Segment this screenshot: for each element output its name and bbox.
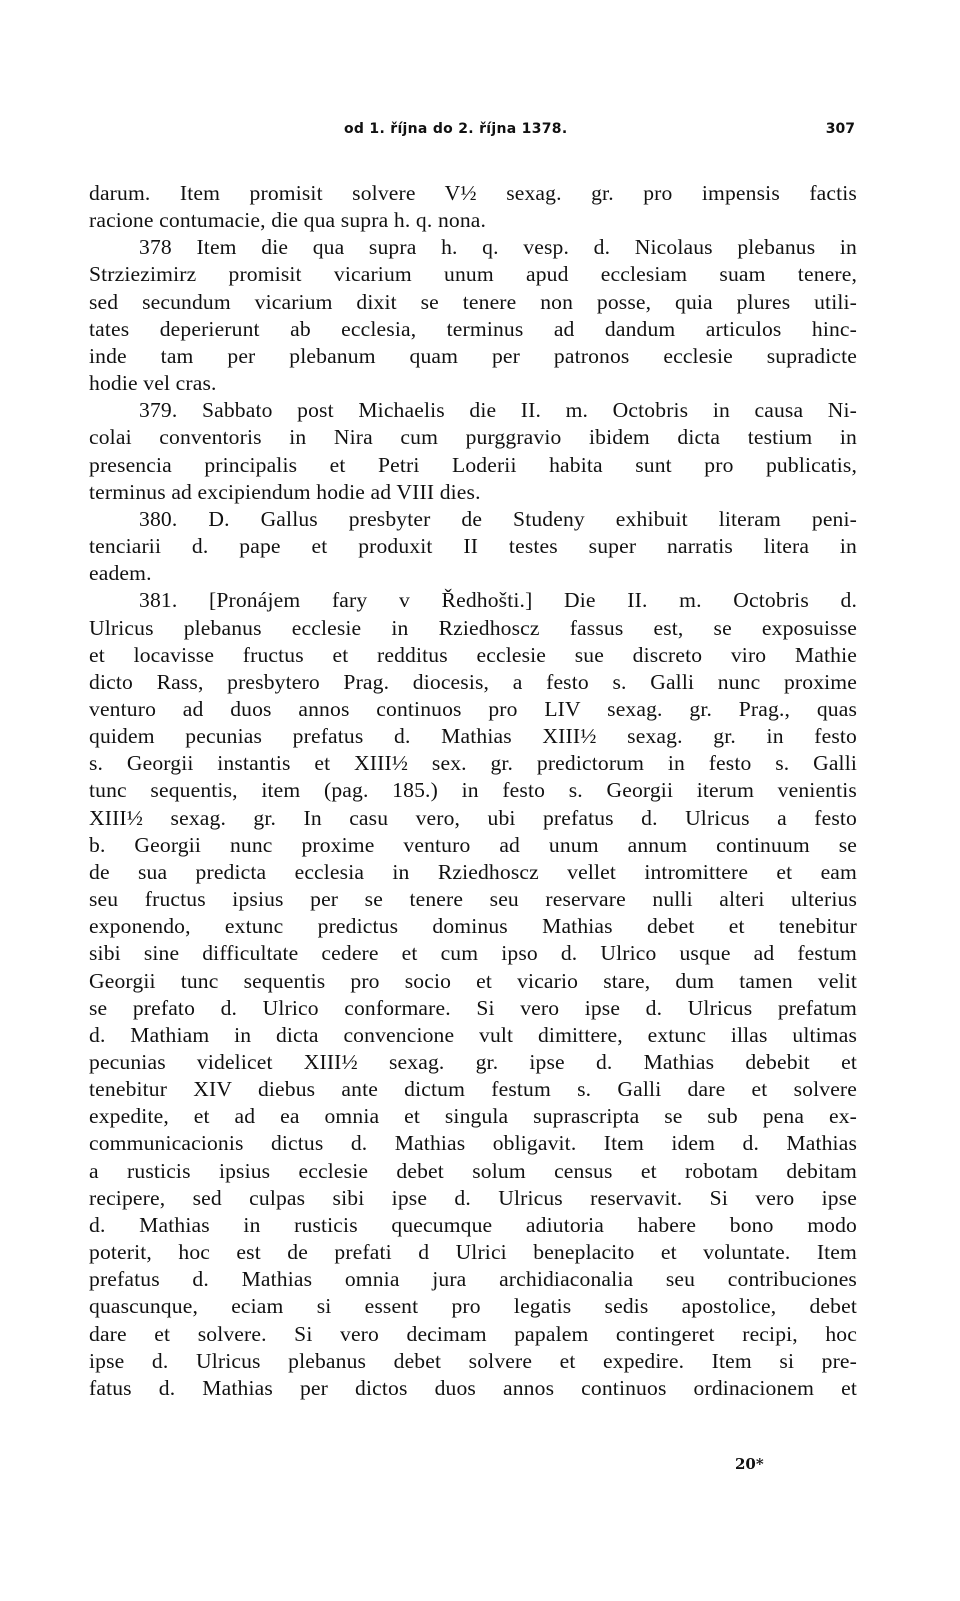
body-text [89, 180, 857, 1402]
text-line: racione contumacie, die qua supra h. q. nona. [89, 208, 487, 233]
text-line: de sua predicta ecclesia in Rziedhoscz vellet intromittere et eam [89, 859, 857, 884]
text-line: dicto Rass, presbytero Prag. diocesis, a festo s. Galli nunc proxime [89, 669, 857, 694]
text-line: communicacionis dictus d. Mathias obligavit. Item idem d. Mathias [89, 1131, 857, 1156]
text-line: Georgii tunc sequentis pro socio et vicario stare, dum tamen velit [89, 968, 857, 993]
text-line: seu fructus ipsius per se tenere seu reservare nulli alteri ulterius [89, 887, 857, 912]
text-line: Strziezimirz promisit vicarium unum apud ecclesiam suam tenere, [89, 262, 857, 287]
text-line: poterit, hoc est de prefati d Ulrici beneplacito et voluntate. Item [89, 1240, 857, 1265]
text-line: 380. D. Gallus presbyter de Studeny exhibuit literam peni- [139, 506, 857, 531]
text-line: prefatus d. Mathias omnia jura archidiaconalia seu contribuciones [89, 1267, 857, 1292]
text-line: tenebitur XIV diebus ante dictum festum s. Galli dare et solvere [89, 1077, 857, 1102]
text-line: s. Georgii instantis et XIII½ sex. gr. predictorum in festo s. Galli [89, 751, 857, 776]
signature-mark: 20* [735, 1455, 764, 1473]
text-line: et locavisse fructus et redditus ecclesie sue discreto viro Mathie [89, 642, 857, 667]
text-line: se prefato d. Ulrico conformare. Si vero ipse d. Ulricus prefatum [89, 995, 857, 1020]
text-line: pecunias videlicet XIII½ sexag. gr. ipse d. Mathias debebit et [89, 1050, 857, 1074]
text-line: b. Georgii nunc proxime venturo ad unum annum continuum se [89, 832, 857, 857]
text-line: exponendo, extunc predictus dominus Mathias debet et tenebitur [89, 914, 857, 939]
text-line: presencia principalis et Petri Loderii habita sunt pro publicatis, [89, 452, 857, 477]
text-line: tenciarii d. pape et produxit II testes super narratis litera in [89, 534, 857, 559]
text-line: d. Mathias in rusticis quecumque adiutoria habere bono modo [89, 1212, 857, 1237]
text-line: 378 Item die qua supra h. q. vesp. d. Nicolaus plebanus in [139, 235, 857, 260]
text-line: eadem. [89, 561, 152, 586]
text-line: terminus ad excipiendum hodie ad VIII dies. [89, 479, 481, 504]
text-line: quascunque, eciam si essent pro legatis sedis apostolice, debet [89, 1294, 857, 1319]
text-line: 379. Sabbato post Michaelis die II. m. Octobris in causa Ni- [139, 398, 857, 423]
text-line: colai conventoris in Nira cum purggravio ibidem dicta testium in [89, 425, 857, 450]
text-line: fatus d. Mathias per dictos duos annos continuos ordinacionem et [89, 1375, 857, 1400]
text-line: hodie vel cras. [89, 371, 217, 396]
text-line: ipse d. Ulricus plebanus debet solvere et expedire. Item si pre- [89, 1348, 857, 1373]
text-line: darum. Item promisit solvere V½ sexag. gr. pro impensis factis [89, 181, 857, 205]
text-line: tates deperierunt ab ecclesia, terminus ad dandum articulos hinc- [89, 316, 857, 341]
page-header [88, 121, 855, 141]
text-line: expedite, et ad ea omnia et singula suprascripta se sub pena ex- [89, 1104, 857, 1129]
text-line: dare et solvere. Si vero decimam papalem contingeret recipi, hoc [89, 1321, 857, 1346]
text-line: Ulricus plebanus ecclesie in Rziedhoscz fassus est, se exposuisse [89, 615, 857, 640]
text-line: XIII½ sexag. gr. In casu vero, ubi prefatus d. Ulricus a festo [89, 805, 857, 830]
text-line: tunc sequentis, item (pag. 185.) in festo s. Georgii iterum venientis [89, 778, 857, 803]
page-number: 307 [825, 121, 855, 137]
text-line: sibi sine difficultate cedere et cum ipso d. Ulrico usque ad festum [89, 941, 857, 966]
text-line: quidem pecunias prefatus d. Mathias XIII½ sexag. gr. in festo [89, 724, 857, 749]
text-line: sed secundum vicarium dixit se tenere non posse, quia plures utili- [89, 289, 857, 314]
running-title: od 1. října do 2. října 1378. [344, 121, 568, 137]
text-line: 381. [Pronájem fary v Ředhošti.] Die II. m. Octobris d. [139, 588, 857, 613]
text-line: inde tam per plebanum quam per patronos ecclesie supradicte [89, 343, 857, 368]
text-line: d. Mathiam in dicta convencione vult dimittere, extunc illas ultimas [89, 1022, 857, 1047]
text-line: recipere, sed culpas sibi ipse d. Ulricus reservavit. Si vero ipse [89, 1185, 857, 1210]
text-line: a rusticis ipsius ecclesie debet solum census et robotam debitam [89, 1158, 857, 1183]
text-line: venturo ad duos annos continuos pro LIV sexag. gr. Prag., quas [89, 696, 857, 721]
